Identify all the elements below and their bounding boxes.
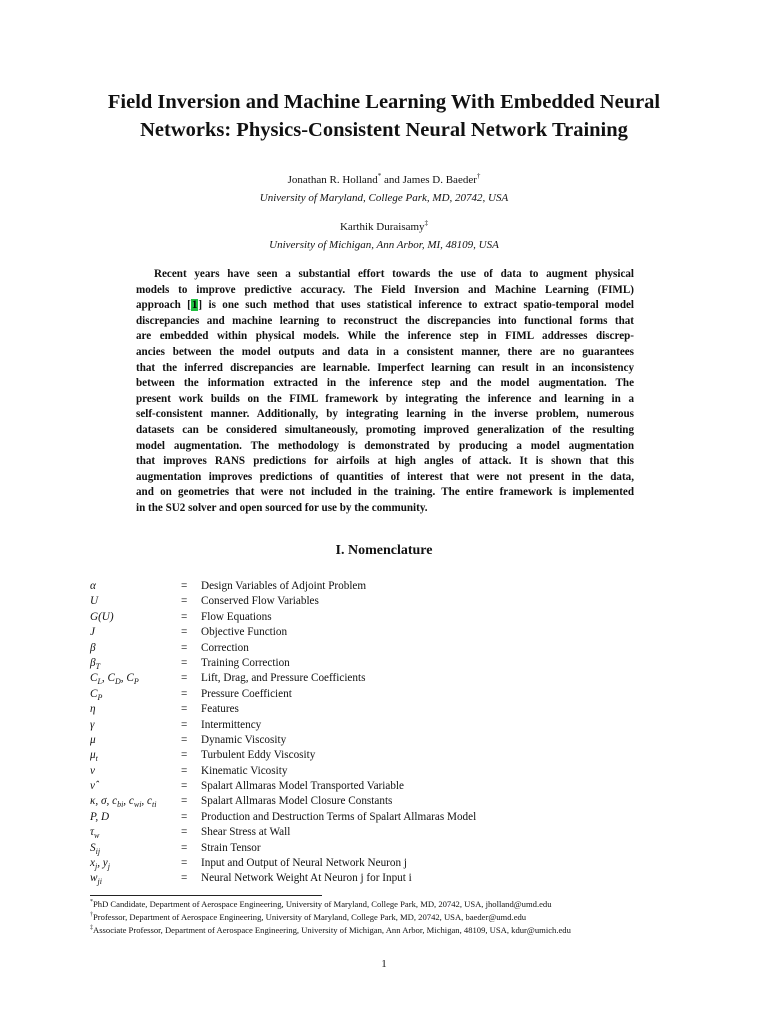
nomenclature-equals: = bbox=[181, 672, 188, 685]
nomenclature-symbol: $\tau_w$ bbox=[90, 826, 100, 841]
nomenclature-equals: = bbox=[181, 595, 188, 608]
nomenclature-symbol: ν bbox=[90, 764, 95, 777]
abstract-line: in the SU2 solver and open sourced for use by the community. bbox=[136, 501, 428, 514]
nomenclature-symbol: $\mu_t$ bbox=[90, 749, 98, 764]
nomenclature-description: Turbulent Eddy Viscosity bbox=[201, 749, 316, 762]
abstract-line: Recent years have seen a substantial effort towards the use of data to augment physical bbox=[154, 268, 634, 280]
nomenclature-equals: = bbox=[181, 718, 188, 731]
nomenclature-equals: = bbox=[181, 580, 188, 592]
footnote-text: PhD Candidate, Department of Aerospace Engineering, University of Maryland, College Park, MD, 20742, USA, jholland@umd.edu bbox=[93, 899, 552, 909]
nomenclature-symbol: μ bbox=[90, 733, 96, 746]
nomenclature-equals: = bbox=[181, 626, 188, 639]
nomenclature-equals: = bbox=[181, 826, 188, 839]
nomenclature-description: Dynamic Viscosity bbox=[201, 733, 287, 746]
nomenclature-equals: = bbox=[181, 872, 188, 885]
affiliation-umd: University of Maryland, College Park, MD, 20742, USA bbox=[259, 192, 509, 204]
nomenclature-equals: = bbox=[181, 656, 188, 669]
nomenclature-description: Flow Equations bbox=[201, 610, 272, 623]
page-number: 1 bbox=[381, 958, 387, 970]
author-line-2 bbox=[0, 218, 768, 236]
section-heading-nomenclature: I. Nomenclature bbox=[335, 543, 433, 558]
nomenclature-symbol: γ bbox=[90, 718, 95, 731]
abstract-line: models to improve predictive accuracy. The Field Inversion and Machine Learning (FIML) bbox=[136, 283, 634, 296]
nomenclature-equals: = bbox=[181, 795, 188, 808]
nomenclature-symbol: $S_{ij}$ bbox=[90, 841, 101, 856]
abstract-line: and on geometries that were not included in the training. The entire framework is implemented bbox=[136, 486, 634, 499]
nomenclature-symbol: $\beta_T$ bbox=[90, 656, 101, 672]
affiliation-umich: University of Michigan, Ann Arbor, MI, 48109, USA bbox=[269, 239, 499, 251]
abstract-line: ancies between the model outputs and data in a consistent manner, there are no guarantees bbox=[136, 345, 634, 358]
nomenclature-description: Intermittency bbox=[201, 718, 262, 731]
author-baeder: and James D. Baeder bbox=[381, 174, 477, 186]
abstract bbox=[136, 267, 634, 517]
abstract-line: are embedded within physical models. While the inference step in FIML addresses discrep- bbox=[136, 330, 634, 343]
footnote-mark: * bbox=[90, 899, 93, 905]
footnote bbox=[90, 911, 571, 924]
title-line-1: Field Inversion and Machine Learning With Embedded Neural bbox=[107, 91, 661, 113]
nomenclature-equals: = bbox=[181, 857, 188, 870]
nomenclature-description: Neural Network Weight At Neuron j for Input i bbox=[201, 872, 412, 885]
nomenclature-description: Spalart Allmaras Model Closure Constants bbox=[201, 795, 393, 808]
footnote bbox=[90, 924, 571, 937]
nomenclature-description: Input and Output of Neural Network Neuron j bbox=[201, 857, 407, 870]
nomenclature-description: Correction bbox=[201, 641, 249, 654]
nomenclature-description: Shear Stress at Wall bbox=[201, 826, 291, 839]
author-block-1 bbox=[0, 171, 768, 207]
footnote-text: Professor, Department of Aerospace Engineering, University of Maryland, College Park, MD, 20742, USA, baeder@umd.edu bbox=[93, 911, 527, 922]
nomenclature-description: Production and Destruction Terms of Spalart Allmaras Model bbox=[201, 810, 477, 823]
paper-title bbox=[60, 88, 708, 144]
nomenclature-equals: = bbox=[181, 749, 188, 762]
abstract-line: self-consistent manner. Additionally, by integrating learning in the inverse problem, numerous bbox=[136, 408, 634, 421]
nomenclature-symbol: ν̂ bbox=[90, 780, 95, 793]
nomenclature-description: Conserved Flow Variables bbox=[201, 595, 319, 608]
footnote-mark: † bbox=[90, 911, 93, 918]
author-block-2 bbox=[0, 218, 768, 254]
abstract-line: present work builds on the FIML framework by integrating the inference and learning in a bbox=[136, 392, 634, 405]
abstract-line: between the information extracted in the inference step and the model augmentation. The bbox=[136, 377, 634, 390]
abstract-line: that improves RANS predictions for airfoils at high angles of attack. It is shown that this bbox=[136, 455, 634, 468]
nomenclature-symbol: β bbox=[90, 641, 96, 654]
nomenclature-symbol: η bbox=[90, 703, 96, 716]
nomenclature-equals: = bbox=[181, 687, 188, 700]
nomenclature-description: Design Variables of Adjoint Problem bbox=[201, 580, 367, 592]
footnote-mark-double-dagger: ‡ bbox=[424, 219, 429, 227]
nomenclature-description: Kinematic Vicosity bbox=[201, 764, 288, 777]
citation-link[interactable]: 1 bbox=[191, 299, 198, 312]
author-line-1 bbox=[0, 171, 768, 189]
footnote-mark: ‡ bbox=[90, 924, 93, 931]
abstract-line: that the inferred discrepancies are learnable. Imperfect learning can result in an inconsistency bbox=[136, 361, 634, 374]
abstract-line: discrepancies and machine learning to reconstruct the discrepancies into functional forms that bbox=[136, 314, 634, 327]
nomenclature-equals: = bbox=[181, 703, 188, 716]
footnote-mark-star: * bbox=[377, 172, 382, 180]
footnote-mark-dagger: † bbox=[476, 172, 481, 180]
footnotes bbox=[90, 898, 571, 936]
title-line-2: Networks: Physics-Consistent Neural Network Training bbox=[140, 119, 628, 141]
footnote bbox=[90, 898, 571, 911]
nomenclature-symbol: κ, σ, $c_{bi}$, $c_{wi}$, $c_{ti}$ bbox=[90, 795, 157, 810]
nomenclature-description: Spalart Allmaras Model Transported Variable bbox=[201, 780, 404, 793]
nomenclature-description: Pressure Coefficient bbox=[201, 687, 292, 700]
nomenclature-symbol: α bbox=[90, 580, 96, 592]
nomenclature-equals: = bbox=[181, 641, 188, 654]
nomenclature-description: Objective Function bbox=[201, 626, 288, 639]
nomenclature-description: Features bbox=[201, 703, 239, 716]
nomenclature-symbol: $w_{ji}$ bbox=[90, 872, 102, 887]
nomenclature-description: Lift, Drag, and Pressure Coefficients bbox=[201, 672, 366, 685]
nomenclature-symbol: $x_j$, $y_j$ bbox=[90, 857, 110, 872]
nomenclature-symbol: J bbox=[90, 626, 95, 639]
nomenclature-equals: = bbox=[181, 810, 188, 823]
nomenclature-equals: = bbox=[181, 841, 188, 854]
abstract-line: datasets can be considered simultaneously, promoting improved generalization of the resulting bbox=[136, 423, 634, 436]
author-duraisamy: Karthik Duraisamy bbox=[339, 221, 425, 233]
nomenclature-symbol: $C_L$, $C_D$, $C_P$ bbox=[90, 672, 139, 687]
nomenclature-equals: = bbox=[181, 610, 188, 623]
footnote-divider bbox=[90, 895, 322, 896]
nomenclature-description: Training Correction bbox=[201, 656, 290, 669]
abstract-line: augmentation improves predictions of quantities of interest that were not present in the data, bbox=[136, 470, 634, 483]
nomenclature-symbol: G(U) bbox=[90, 610, 114, 623]
footnote-text: Associate Professor, Department of Aerospace Engineering, University of Michigan, Ann Arbor, Michigan, 48109, USA, kdur@umich.edu bbox=[93, 924, 571, 935]
nomenclature-equals: = bbox=[181, 780, 188, 793]
abstract-line: model augmentation. The methodology is demonstrated by producing a model augmentation bbox=[136, 439, 634, 452]
nomenclature-symbol: $C_P$ bbox=[90, 687, 103, 702]
nomenclature-equals: = bbox=[181, 733, 188, 746]
author-holland: Jonathan R. Holland bbox=[287, 174, 378, 186]
nomenclature-equals: = bbox=[181, 764, 188, 777]
nomenclature-symbol: U bbox=[90, 595, 99, 608]
nomenclature-description: Strain Tensor bbox=[201, 841, 261, 854]
nomenclature-symbol: P, D bbox=[90, 810, 110, 823]
abstract-line: approach [1] is one such method that uses statistical inference to extract spatio-temporal model bbox=[136, 299, 635, 312]
